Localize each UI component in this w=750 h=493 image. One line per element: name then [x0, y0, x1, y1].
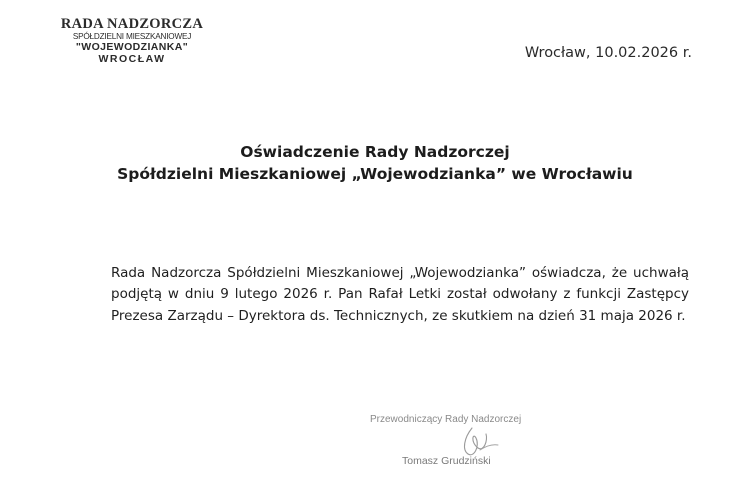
signatory-name: Tomasz Grudziński	[402, 455, 491, 467]
stamp-line-3: "WOJEWODZIANKA"	[75, 40, 189, 53]
organization-stamp	[52, 17, 212, 65]
stamp-line-4: WROCŁAW	[98, 53, 166, 66]
document-title-line-1: Oświadczenie Rady Nadzorczej	[240, 143, 510, 161]
document-title-line-2: Spółdzielni Mieszkaniowej „Wojewodzianka” we Wrocławiu	[117, 165, 633, 183]
document-date: Wrocław, 10.02.2026 r.	[524, 45, 692, 61]
signatory-role: Przewodniczący Rady Nadzorczej	[370, 414, 522, 425]
stamp-line-1: RADA NADZORCZA	[60, 16, 204, 32]
stamp-line-2: SPÓŁDZIELNI MIESZKANIOWEJ	[72, 31, 192, 41]
statement-paragraph: Rada Nadzorcza Spółdzielni Mieszkaniowej „Wojewodzianka” oświadcza, że uchwałą podjętą w dniu 9 lutego 2026 r. Pan Rafał Letki został odwołany z funkcji Zastępcy Prezesa Zarządu – Dyrektora ds. Technicznych, ze skutkiem na dzień 31 maja 2026 r.	[111, 264, 689, 324]
